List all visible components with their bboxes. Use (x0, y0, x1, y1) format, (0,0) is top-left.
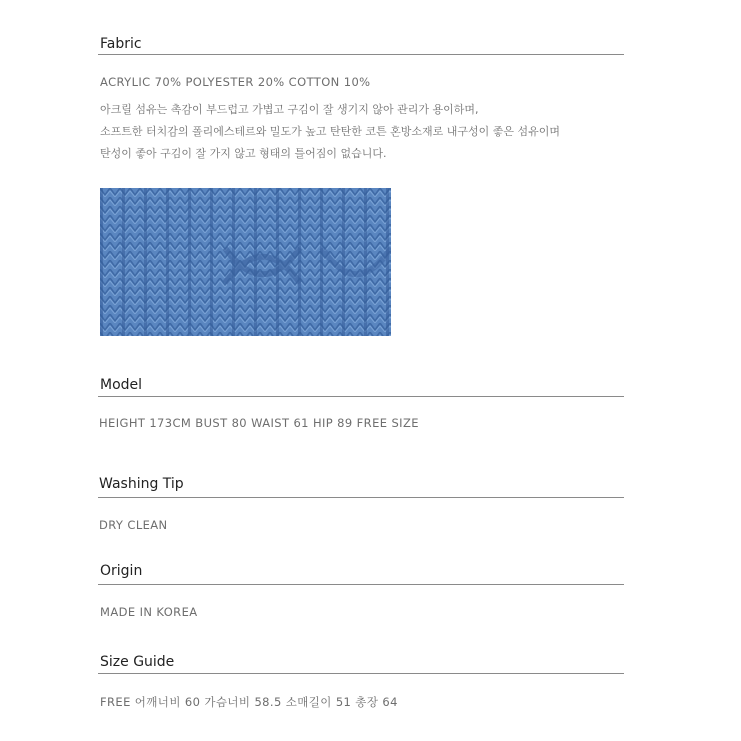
model-divider (98, 396, 624, 397)
fabric-description-line: 아크릴 섬유는 촉감이 부드럽고 가볍고 구김이 잘 생기지 않아 관리가 용이하며, (100, 103, 479, 116)
fabric-description-line: 탄성이 좋아 구김이 잘 가지 않고 형태의 틀어짐이 없습니다. (100, 147, 387, 160)
fabric-description (100, 99, 560, 165)
model-heading: Model (100, 377, 143, 393)
fabric-divider (98, 54, 624, 55)
washing-tip-info: DRY CLEAN (99, 518, 168, 532)
washing-tip-heading: Washing Tip (99, 476, 184, 492)
washing-tip-divider (98, 497, 624, 498)
origin-info: MADE IN KOREA (100, 605, 198, 619)
size-guide-heading: Size Guide (100, 654, 175, 670)
size-guide-info: FREE 어깨너비 60 가슴너비 58.5 소매길이 51 총장 64 (100, 695, 398, 709)
fabric-composition: ACRYLIC 70% POLYESTER 20% COTTON 10% (100, 75, 371, 89)
fabric-heading: Fabric (100, 36, 142, 52)
origin-heading: Origin (100, 563, 143, 579)
size-guide-divider (98, 673, 624, 674)
fabric-description-line: 소프트한 터치감의 폴리에스테르와 밀도가 높고 탄탄한 코튼 혼방소재로 내구성이 좋은 섬유이며 (100, 125, 561, 138)
fabric-swatch-image (100, 188, 391, 336)
origin-divider (98, 584, 624, 585)
model-info: HEIGHT 173CM BUST 80 WAIST 61 HIP 89 FREE SIZE (99, 416, 419, 430)
